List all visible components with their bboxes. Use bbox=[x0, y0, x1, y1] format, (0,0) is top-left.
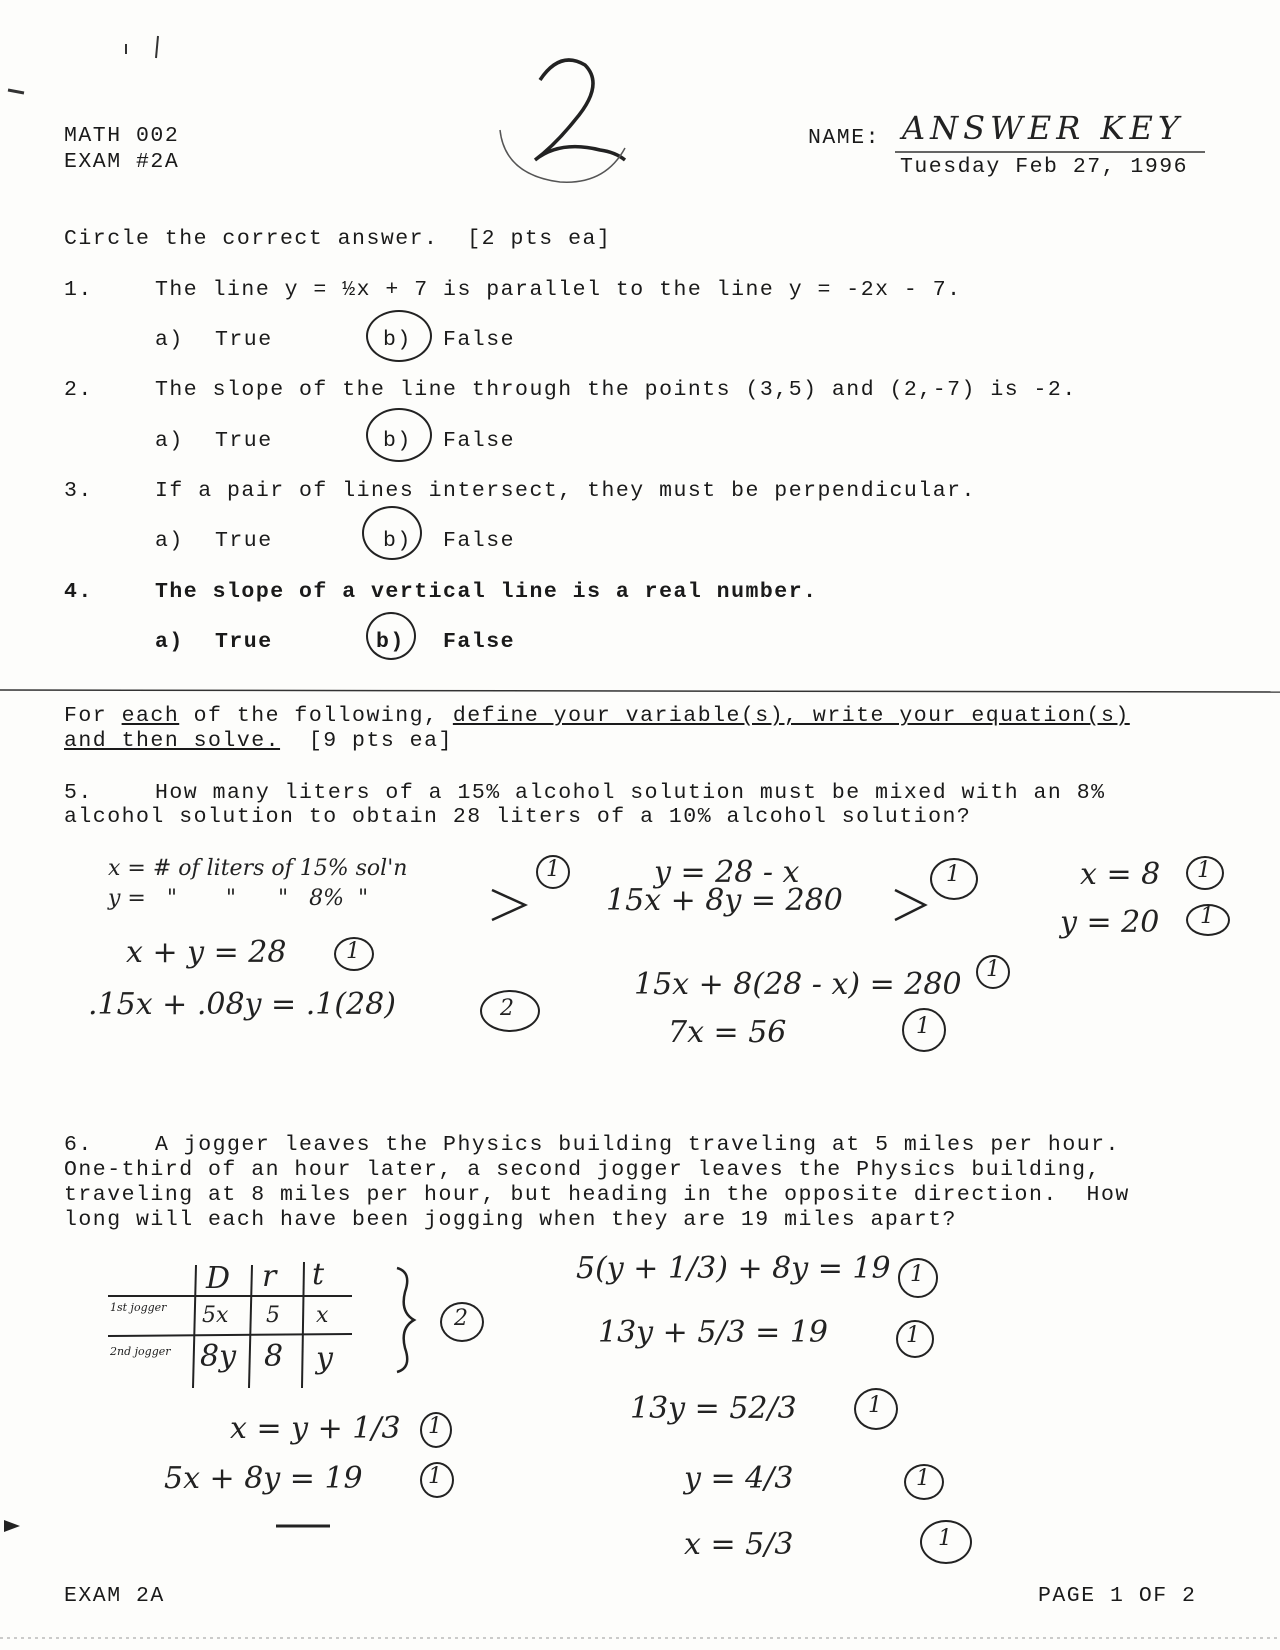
footer-right: PAGE 1 OF 2 bbox=[1038, 1584, 1197, 1608]
name-label: NAME: bbox=[808, 126, 881, 150]
table-vline bbox=[193, 1265, 196, 1388]
question-text: The slope of a vertical line is a real number. bbox=[155, 580, 818, 604]
option-a-text: True bbox=[215, 630, 273, 654]
points-value: 1 bbox=[906, 1323, 920, 1348]
option-a[interactable]: a) bbox=[155, 529, 184, 553]
work-line: 13y = 52/3 bbox=[630, 1391, 797, 1426]
course-label: MATH 002 bbox=[64, 124, 180, 148]
work-line: x + y = 28 bbox=[126, 935, 287, 970]
table-hline bbox=[108, 1334, 352, 1336]
work-line: x = 5/3 bbox=[684, 1527, 794, 1562]
points-value: 1 bbox=[916, 1466, 930, 1491]
option-b-text: False bbox=[443, 630, 516, 654]
option-b[interactable]: b) bbox=[376, 630, 405, 654]
points-value: 1 bbox=[346, 939, 360, 964]
arrow-right bbox=[895, 890, 925, 920]
question-text: A jogger leaves the Physics building traveling at 5 miles per hour. bbox=[155, 1133, 1120, 1157]
work-line: x = # of liters of 15% sol'n bbox=[108, 856, 408, 881]
question-number: 1. bbox=[64, 278, 93, 302]
work-line: y = 28 - x bbox=[654, 855, 800, 890]
option-b-text: False bbox=[443, 328, 516, 352]
name-value: ANSWER KEY bbox=[902, 109, 1184, 147]
work-line: y = 20 bbox=[1060, 905, 1160, 940]
big-two-arc bbox=[500, 130, 625, 182]
points-value: 1 bbox=[546, 857, 560, 882]
instr-part: For bbox=[64, 704, 122, 728]
work-line: y = 4/3 bbox=[684, 1461, 794, 1496]
points-value: 1 bbox=[868, 1393, 882, 1418]
instr-define: define your variable(s), write your equation(s) bbox=[452, 704, 1130, 728]
points-value: 2 bbox=[500, 996, 514, 1021]
table-vline bbox=[302, 1262, 304, 1388]
table-header: D bbox=[206, 1261, 231, 1296]
question-number: 5. bbox=[64, 781, 93, 805]
instr-then: and then solve. bbox=[64, 729, 281, 753]
table-cell: x bbox=[316, 1303, 329, 1328]
work-line: y = " " " 8% " bbox=[108, 886, 369, 911]
work-line: 5(y + 1/3) + 8y = 19 bbox=[576, 1251, 891, 1286]
section2-instruction bbox=[64, 706, 1130, 728]
option-a[interactable]: a) bbox=[155, 429, 184, 453]
section1-instruction: Circle the correct answer. [2 pts ea] bbox=[64, 227, 612, 251]
section-divider bbox=[0, 690, 1280, 692]
exam-label: EXAM #2A bbox=[64, 150, 180, 174]
work-line: .15x + .08y = .1(28) bbox=[88, 987, 396, 1022]
option-b[interactable]: b) bbox=[383, 529, 412, 553]
table-cell: 5x bbox=[202, 1303, 229, 1328]
work-line: x = y + 1/3 bbox=[230, 1411, 401, 1446]
points-value: 1 bbox=[428, 1464, 442, 1489]
question-text: alcohol solution to obtain 28 liters of a 10% alcohol solution? bbox=[64, 805, 972, 829]
points-value: 1 bbox=[946, 862, 960, 887]
arrow-right bbox=[492, 890, 525, 920]
table-header: r bbox=[262, 1259, 277, 1294]
work-line: 13y + 5/3 = 19 bbox=[598, 1315, 828, 1350]
row-label: 1st jogger bbox=[110, 1301, 167, 1314]
table-header: t bbox=[312, 1257, 325, 1292]
question-text: If a pair of lines intersect, they must be perpendicular. bbox=[155, 479, 976, 503]
work-line: 15x + 8(28 - x) = 280 bbox=[634, 967, 962, 1002]
work-line: x = 8 bbox=[1080, 857, 1161, 892]
work-line: 15x + 8y = 280 bbox=[606, 883, 843, 918]
option-b[interactable]: b) bbox=[383, 429, 412, 453]
stray-mark bbox=[4, 1520, 20, 1532]
points-value: 1 bbox=[1197, 858, 1211, 883]
option-a[interactable]: a) bbox=[155, 328, 184, 352]
points-value: 2 bbox=[454, 1306, 468, 1331]
exam-date: Tuesday Feb 27, 1996 bbox=[900, 155, 1189, 179]
table-vline bbox=[249, 1265, 252, 1388]
table-cell: 8y bbox=[200, 1339, 237, 1374]
question-text: How many liters of a 15% alcohol solution must be mixed with an 8% bbox=[155, 781, 1106, 805]
table-cell: 5 bbox=[266, 1303, 280, 1328]
big-two-stroke bbox=[535, 60, 625, 160]
instr-part: of the following, bbox=[179, 704, 453, 728]
option-b-text: False bbox=[443, 429, 516, 453]
question-text: One-third of an hour later, a second jogger leaves the Physics building, bbox=[64, 1158, 1101, 1182]
question-number: 6. bbox=[64, 1133, 93, 1157]
points-value: 1 bbox=[986, 957, 1000, 982]
points-value: 1 bbox=[1200, 904, 1214, 929]
footer-left: EXAM 2A bbox=[64, 1584, 165, 1608]
question-text: traveling at 8 miles per hour, but heading in the opposite direction. How bbox=[64, 1183, 1130, 1207]
row-label: 2nd jogger bbox=[110, 1345, 171, 1358]
table-cell: 8 bbox=[264, 1339, 284, 1374]
instr-each: each bbox=[121, 704, 180, 728]
points-value: 1 bbox=[916, 1014, 930, 1039]
option-b[interactable]: b) bbox=[383, 328, 412, 352]
question-number: 2. bbox=[64, 378, 93, 402]
instr-pts: [9 pts ea] bbox=[280, 729, 453, 753]
stray-mark bbox=[8, 90, 24, 93]
curly-brace bbox=[397, 1268, 414, 1372]
option-b-text: False bbox=[443, 529, 516, 553]
option-a-text: True bbox=[215, 328, 273, 352]
question-number: 3. bbox=[64, 479, 93, 503]
option-a-text: True bbox=[215, 529, 273, 553]
table-cell: y bbox=[316, 1341, 333, 1376]
question-text: The slope of the line through the points (3,5) and (2,-7) is -2. bbox=[155, 378, 1077, 402]
work-line: 5x + 8y = 19 bbox=[164, 1461, 363, 1496]
option-a-text: True bbox=[215, 429, 273, 453]
option-a[interactable]: a) bbox=[155, 630, 184, 654]
points-value: 1 bbox=[910, 1262, 924, 1287]
question-text: long will each have been jogging when they are 19 miles apart? bbox=[64, 1208, 957, 1232]
stray-mark bbox=[156, 36, 158, 58]
points-value: 1 bbox=[428, 1414, 442, 1439]
points-value: 1 bbox=[938, 1526, 952, 1551]
section2-instruction-line2 bbox=[64, 731, 453, 753]
work-line: 7x = 56 bbox=[668, 1015, 787, 1050]
question-number: 4. bbox=[64, 580, 93, 604]
question-text: The line y = ½x + 7 is parallel to the line y = -2x - 7. bbox=[155, 278, 962, 302]
